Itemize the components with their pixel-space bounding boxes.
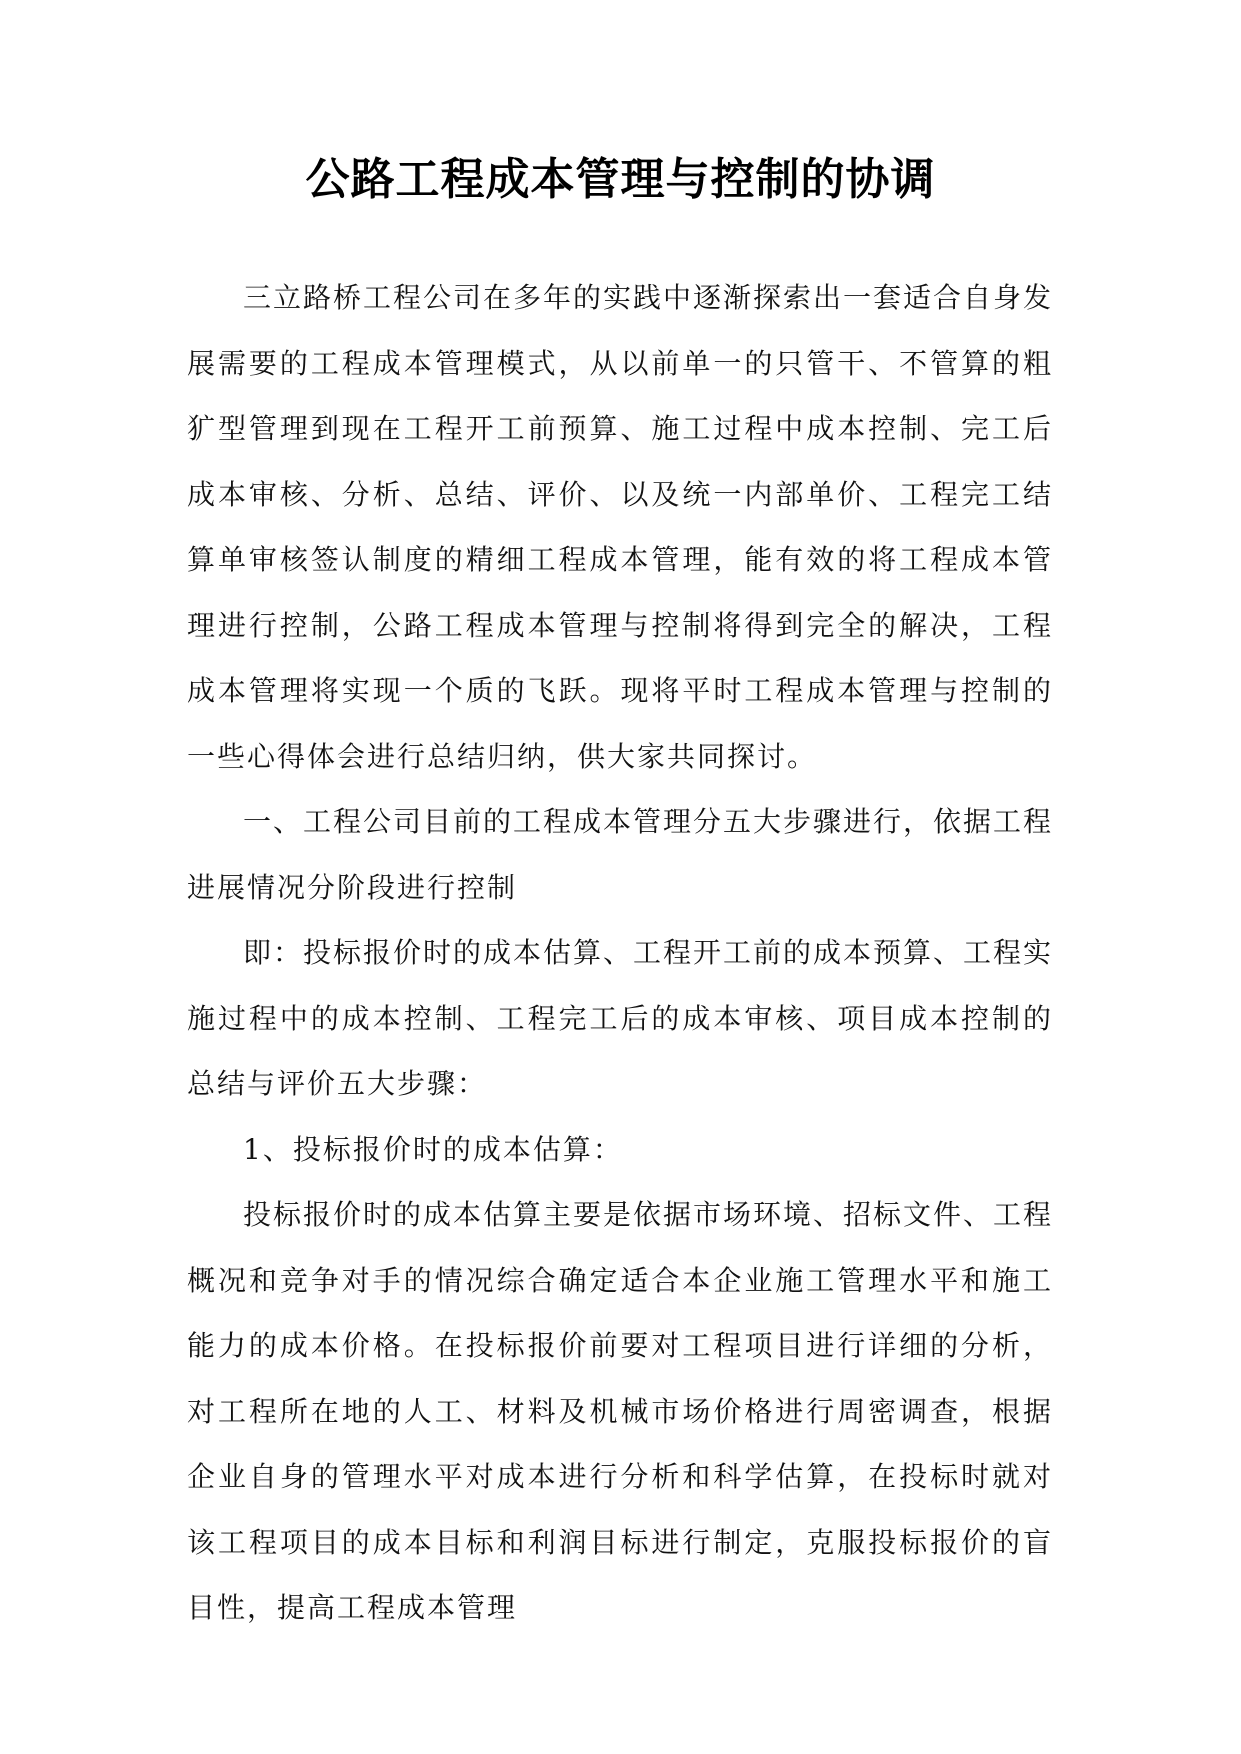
document-title: 公路工程成本管理与控制的协调 — [305, 154, 936, 205]
paragraph-section-heading-1: 一、工程公司目前的工程成本管理分五大步骤进行，依据工程进展情况分阶段进行控制 — [187, 805, 1054, 904]
paragraph-subheading-1: 1、投标报价时的成本估算： — [243, 1132, 623, 1166]
paragraph-intro: 三立路桥工程公司在多年的实践中逐渐探索出一套适合自身发展需要的工程成本管理模式，从以前单一的只管干、不管算的粗犷型管理到现在工程开工前预算、施工过程中成本控制、完工后成本审核、分析、总结、评价、以及统一内部单价、工程完工结算单审核签认制度的精细工程成本管理，能有效的将工程成本管理进行控制，公路工程成本管理与控制将得到完全的解决，工程成本管理将实现一个质的飞跃。现将平时工程成本管理与控制的一些心得体会进行总结归纳，供大家共同探讨。 — [187, 281, 1054, 773]
paragraph-five-steps: 即：投标报价时的成本估算、工程开工前的成本预算、工程实施过程中的成本控制、工程完工后的成本审核、项目成本控制的总结与评价五大步骤： — [187, 936, 1054, 1100]
document-body — [187, 265, 1053, 1641]
paragraph-cost-estimate: 投标报价时的成本估算主要是依据市场环境、招标文件、工程概况和竞争对手的情况综合确定适合本企业施工管理水平和施工能力的成本价格。在投标报价前要对工程项目进行详细的分析，对工程所在地的人工、材料及机械市场价格进行周密调查，根据企业自身的管理水平对成本进行分析和科学估算，在投标时就对该工程项目的成本目标和利润目标进行制定，克服投标报价的盲目性，提高工程成本管理 — [187, 1198, 1054, 1624]
